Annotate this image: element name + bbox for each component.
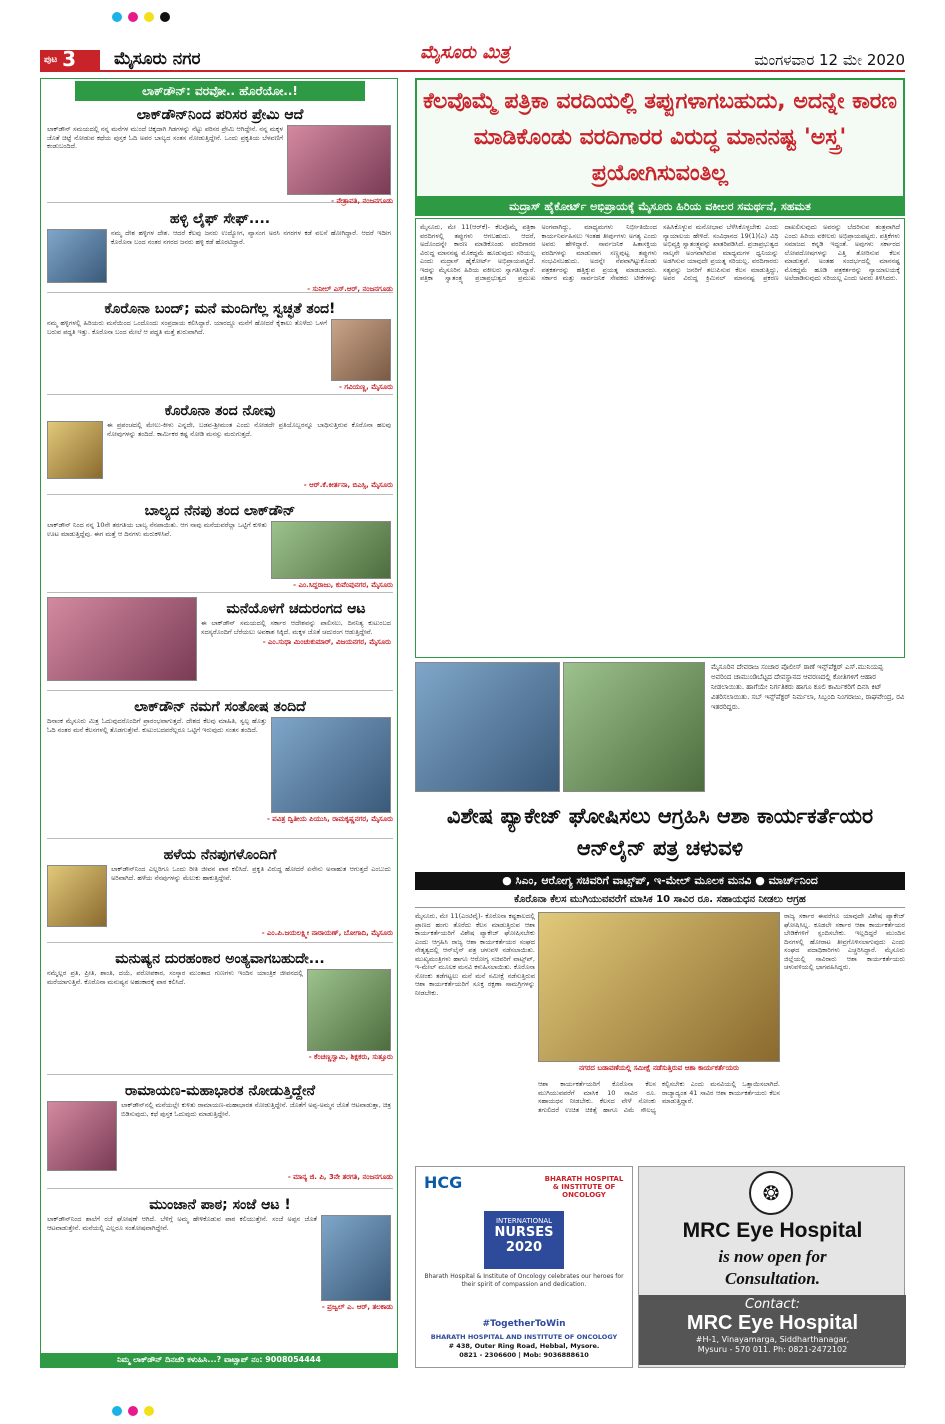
chess-photo — [47, 597, 197, 681]
asha-strip-2: ಕೊರೊನಾ ಕೆಲಸ ಮುಗಿಯುವವರೆಗೆ ಮಾಸಿಕ 10 ಸಾವಿರ ರೂ. ಸಹಾಯಧನ ನೀಡಲು ಆಗ್ರಹ — [415, 892, 905, 908]
mrc-title: MRC Eye Hospital — [682, 1219, 863, 1242]
lockdown-column — [40, 78, 398, 1368]
article-body: ಲಾಕ್‌ಡೌನ್‌ನಿಂದ ಎಲ್ಲರಿಗೂ ಒಂದು ರೀತಿ ಜೀವನ ಪಾಠ ಕಲಿಸಿದೆ. ಪ್ರಕೃತಿ ವಿರುದ್ಧ ಹೋದರೆ ಏನೇನು ಅನಾಹುತ ಆಗುತ್ತದೆ ಎಂಬುದು ಅರಿವಾಗಿದೆ. ಹಳೆಯ ನೆನಪುಗಳನ್ನು ಮೆಲುಕು ಹಾಕುತ್ತಿದ್ದೇವೆ. — [111, 865, 391, 882]
article-signature: - ಕೆಂಚಣ್ಣಸ್ವಾಮಿ, ಶಿಕ್ಷಕರು, ಸುತ್ತೂರು — [308, 1053, 393, 1061]
issue-date: ಮಂಗಳವಾರ 12 ಮೇ 2020 — [754, 51, 905, 69]
article-body: ದಿನಾಂಕ ಮೈಸೂರು ಮಿತ್ರ ಓದುವುದರೊಂದಿಗೆ ಪ್ರಾರಂಭವಾಗುತ್ತದೆ. ದೇಶದ ಕೆಲವು ಮಾಹಿತಿ, ಸ್ವಲ್ಪ ಹೊತ್ತು ಓದಿ ನಂತರ ಮನೆ ಕೆಲಸಗಳಲ್ಲಿ ತೊಡಗುತ್ತೇವೆ. ಕುಟುಂಬದವರೆಲ್ಲರೂ ಒಟ್ಟಿಗೆ ಇರುವುದು ಸಂತಸ ತಂದಿದೆ. — [47, 717, 267, 734]
article-title: ಹಳ್ಳಿ ಲೈಫ್ ಸೇಫ್.... — [169, 211, 271, 227]
article — [47, 207, 393, 293]
article-body: ಈ ಲಾಕ್‌ಡೌನ್ ಸಮಯದಲ್ಲಿ ಸರ್ಕಾರ ಆದೇಶವನ್ನು ಪಾಲಿಸಲು, ದಿನನಿತ್ಯ ಕುಟುಂಬದ ಸದಸ್ಯರೊಂದಿಗೆ ಬೆರೆಯಲು ಅವಕಾಶ ಸಿಕ್ಕಿದೆ. ಮಕ್ಕಳ ಜೊತೆ ಚದುರಂಗ ಆಡುತ್ತಿದ್ದೇವೆ. — [201, 619, 391, 636]
mrc-line-1: is now open for — [718, 1247, 827, 1266]
ad-street: # 438, Outer Ring Road, Hebbal, Mysore. — [448, 1342, 600, 1350]
mrc-line-2: Consultation. — [725, 1269, 820, 1288]
asha-strip: ● ಸಿಎಂ, ಆರೋಗ್ಯ ಸಚಿವರಿಗೆ ವಾಟ್ಸ್‌ಪ್, ಇ-ಮೇಲ್ ಮೂಲಕ ಮನವಿ ● ಮಾರ್ಚ್‌ನಿಂದ — [415, 872, 905, 890]
article-title: ಲಾಕ್‌ಡೌನ್‌ನಿಂದ ಪರಿಸರ ಪ್ರೇಮಿ ಆದೆ — [136, 107, 304, 123]
article-title: ಲಾಕ್‌ಡೌನ್ ನಮಗೆ ಸಂತೋಷ ತಂದಿದೆ — [134, 699, 306, 715]
article-body: ಈ ಪ್ರಪಂಚದಲ್ಲಿ ಮೇಲು-ಕೀಳು ಎನ್ನದೇ, ಬಡವ-ಶ್ರೀಮಂತ ಎಂದು ನೋಡದೇ ಪ್ರತಿಯೊಬ್ಬರನ್ನೂ ಬಾಧಿಸುತ್ತಿರುವ ಕೊರೊನಾ ಹಲವು ನೋವುಗಳನ್ನು ತಂದಿದೆ. ಕಾರ್ಮಿಕರ ಕಷ್ಟ ನೋಡಿ ಮನಸ್ಸು ಮರುಗುತ್ತದೆ. — [107, 421, 391, 438]
article-signature: - ಪ್ರಜ್ವಲ್ ಎ. ಆರ್, ತಲಕಾಡು — [321, 1303, 393, 1311]
column-banner: ಲಾಕ್‌ಡೌನ್: ವರವೋ.. ಹೊರೆಯೋ..! — [75, 81, 365, 101]
emblem-icon: ❂ — [749, 1171, 793, 1215]
nurses-day-badge — [484, 1211, 564, 1269]
section-title: ಮೈಸೂರು ನಗರ — [114, 49, 201, 69]
lead-subhead: ಮದ್ರಾಸ್ ಹೈಕೋರ್ಟ್ ಅಭಿಪ್ರಾಯಕ್ಕೆ ಮೈಸೂರು ಹಿರಿಯ ವಕೀಲರ ಸಮರ್ಥನೆ, ಸಹಮತ — [415, 198, 905, 216]
article-title: ಕೊರೊನಾ ಬಂದ್; ಮನೆ ಮಂದಿಗೆಲ್ಲ ಸ್ವಚ್ಛತೆ ತಂದ! — [104, 301, 336, 317]
lead-headline: ಕೆಲವೊಮ್ಮೆ ಪತ್ರಿಕಾ ವರದಿಯಲ್ಲಿ ತಪ್ಪುಗಳಾಗಬಹುದು, ಅದನ್ನೇ ಕಾರಣ ಮಾಡಿಕೊಂಡು ವರದಿಗಾರರ ವಿರುದ್ಧ ಮಾನನಷ್ಟ 'ಅಸ್ತ್ರ' ಪ್ರಯೋಗಿಸುವಂತಿಲ್ಲ — [422, 89, 898, 186]
ad-address — [424, 1333, 624, 1360]
asha-body: ಮೈಸೂರು, ಮೇ 11(ಎಂಟಿವೈ)- ಕೊರೊನಾ ಕಷ್ಟಕಾಲದಲ್ಲಿ ಪ್ರಾಣದ ಹಂಗು ತೊರೆದು ಕೆಲಸ ಮಾಡುತ್ತಿರುವ ಆಶಾ ಕಾರ್ಯಕರ್ತೆಯರಿಗೆ ವಿಶೇಷ ಪ್ಯಾಕೇಜ್ ಘೋಷಿಸಬೇಕು ಎಂದು ಆಗ್ರಹಿಸಿ ರಾಜ್ಯ ಆಶಾ ಕಾರ್ಯಕರ್ತೆಯರ ಸಂಘದ ನೇತೃತ್ವದಲ್ಲಿ ಆನ್‌ಲೈನ್ ಪತ್ರ ಚಳುವಳಿ ನಡೆಸಲಾಯಿತು. ಮುಖ್ಯಮಂತ್ರಿಗಳು ಹಾಗೂ ಆರೋಗ್ಯ ಸಚಿವರಿಗೆ ವಾಟ್ಸ್‌ಪ್, ಇ-ಮೇಲ್ ಮೂಲಕ ಮನವಿ ಕಳುಹಿಸಲಾಯಿತು. ಕೊರೊನಾ ಸೋಂಕು ತಡೆಗಟ್ಟಲು ಮನೆ ಮನೆ ಸಮೀಕ್ಷೆ ನಡೆಸುತ್ತಿರುವ ಆಶಾ ಕಾರ್ಯಕರ್ತೆಯರಿಗೆ ಸೂಕ್ತ ರಕ್ಷಣಾ ಸಾಮಗ್ರಿಗಳನ್ನು ನೀಡಬೇಕು. — [415, 912, 535, 997]
article — [47, 499, 393, 593]
ad-hospital-name: BHARATH HOSPITAL AND INSTITUTE OF ONCOLOGY — [430, 1333, 618, 1341]
article-signature: - ಮಾನ್ಯ ಜಿ. ಪಿ, 3ನೇ ತರಗತಿ, ನಂಜನಗೂಡು — [287, 1173, 393, 1181]
registration-mark — [112, 12, 122, 22]
monkey-feeding-photo — [563, 662, 705, 792]
article-body: ಲಾಕ್‌ಡೌನ್‌ನಲ್ಲಿ ಮನೆಯಲ್ಲೇ ಕುಳಿತು ರಾಮಾಯಣ-ಮಹಾಭಾರತ ನೋಡುತ್ತಿದ್ದೇನೆ. ಜೊತೆಗೆ ಅಪ್ಪ-ಅಮ್ಮನ ಜೊತೆ ಆಟವಾಡುತ್ತಾ, ಚಿತ್ರ ಬಿಡಿಸುವುದು, ಕಥೆ ಪುಸ್ತಕ ಓದುವುದು ಮಾಡುತ್ತಿದ್ದೇನೆ. — [121, 1101, 391, 1118]
article-signature: - ಎಂ.ಪಿ.ಜಯಲಕ್ಷ್ಮೀ ನಾರಾಯಣ್, ಬೋಗಾದಿ, ಮೈಸೂರು — [261, 929, 393, 937]
ad-text: Bharath Hospital & Institute of Oncology celebrates our heroes for their spirit of compassion and dedication. — [424, 1273, 624, 1288]
asha-headline: ವಿಶೇಷ ಪ್ಯಾಕೇಜ್ ಘೋಷಿಸಲು ಆಗ್ರಹಿಸಿ ಆಶಾ ಕಾರ್ಯಕರ್ತೆಯರ ಆನ್‌ಲೈನ್ ಪತ್ರ ಚಳುವಳಿ — [446, 804, 874, 860]
masthead: ಮೈಸೂರು ಮಿತ್ರ — [420, 42, 510, 63]
asha-body: ಆಶಾ ಕಾರ್ಯಕರ್ತೆಯರಿಗೆ ಕೊರೊನಾ ಕೆಲಸ ಮುಗಿಯುವವರೆಗೆ ಮಾಸಿಕ 10 ಸಾವಿರ ರೂ. ಸಹಾಯಧನ ನೀಡಬೇಕು. ಕೆಲಸದ ವೇಳೆ ಸೋಂಕು ತಗುಲಿದರೆ ಉಚಿತ ಚಿಕಿತ್ಸೆ ಹಾಗೂ ವಿಮೆ ಸೌಲಭ್ಯ ಕಲ್ಪಿಸಬೇಕು ಎಂದು ಮನವಿಯಲ್ಲಿ ಒತ್ತಾಯಿಸಲಾಗಿದೆ. ರಾಜ್ಯಾದ್ಯಂತ 41 ಸಾವಿರ ಆಶಾ ಕಾರ್ಯಕರ್ತೆಯರು ಕೆಲಸ ಮಾಡುತ್ತಿದ್ದಾರೆ. — [538, 1080, 780, 1114]
article-body: ನಮ್ಮ ಹಳ್ಳಿಗಳಲ್ಲಿ ಹಿರಿಯರು ಮನೆಯಿಂದ ಒಂದೊಂದು ಸಂಪ್ರದಾಯ ಕಲಿಸಿದ್ದಾರೆ. ಯಾರದ್ದೂ ಮನೆಗೆ ಹೋದರೆ ಕೈಕಾಲು ತೊಳೆದು ಒಳಗೆ ಬರುವ ಪದ್ಧತಿ ಇತ್ತು. ಕೊರೊನಾ ಬಂದ ಮೇಲೆ ಆ ಪದ್ಧತಿ ಮತ್ತೆ ಶುರುವಾಗಿದೆ. — [47, 319, 327, 336]
article-title: ರಾಮಾಯಣ-ಮಹಾಭಾರತ ನೋಡುತ್ತಿದ್ದೇನೆ — [124, 1083, 316, 1099]
author-photo — [307, 969, 391, 1051]
bharath-logo: BHARATH HOSPITAL & INSTITUTE OF ONCOLOGY — [544, 1175, 624, 1199]
article — [47, 103, 393, 203]
hcg-logo: HCG — [424, 1173, 463, 1192]
author-photo — [271, 521, 391, 579]
registration-mark — [144, 12, 154, 22]
article — [47, 695, 393, 839]
registration-mark — [160, 12, 170, 22]
ad-hashtag: #TogetherToWin — [482, 1319, 566, 1329]
author-photo — [47, 865, 107, 927]
family-photo — [271, 717, 391, 813]
page-number-badge — [40, 47, 100, 71]
article-signature: - ಪವಿತ್ರ ದ್ವಿತೀಯ ಪಿಯುಸಿ, ರಾಮಕೃಷ್ಣನಗರ, ಮೈಸೂರು — [266, 815, 393, 823]
article-body: ಲಾಕ್‌ಡೌನ್ ಸಮಯದಲ್ಲಿ ನನ್ನ ಮನೆಗಳ ಮುಂದೆ ಚಿಕ್ಕದಾಗಿ ಗಿಡಗಳನ್ನು ನೆಟ್ಟು ಪರಿಸರ ಪ್ರೇಮಿ ಆಗಿದ್ದೇನೆ. ನನ್ನ ಮಕ್ಕಳ ಜೊತೆ ಚಿಟ್ಟೆ ನೋಡುವ ಕಥೆಯ ಪುಸ್ತಕ ಓದಿ ಅವರ ಬಾಲ್ಯದ ಸಂತಸ ನೋಡುತ್ತಿದ್ದೇನೆ. ಒಂದು ಪ್ರಕೃತಿಯ ಬೆಳವಣಿಗೆ ಕಂಡುಬಂದಿದೆ. — [47, 125, 283, 150]
article-body: ಲಾಕ್‌ಡೌನ್ ನಿಂದ ನನ್ನ 10ನೇ ತರಗತಿಯ ಬಾಲ್ಯ ನೆನಪಾಯಿತು. ಆಗ ನಾವು ಮನೆಯವರೆಲ್ಲಾ ಒಟ್ಟಿಗೆ ಕುಳಿತು ಊಟ ಮಾಡುತ್ತಿದ್ದೆವು. ಈಗ ಮತ್ತೆ ಆ ದಿನಗಳು ಮರುಕಳಿಸಿವೆ. — [47, 521, 267, 538]
page-prefix: ಪುಟ — [44, 55, 58, 65]
asha-body: ರಾಜ್ಯ ಸರ್ಕಾರ ಈವರೆಗೂ ಯಾವುದೇ ವಿಶೇಷ ಪ್ಯಾಕೇಜ್ ಘೋಷಿಸಿಲ್ಲ. ಕೂಡಲೇ ಸರ್ಕಾರ ಆಶಾ ಕಾರ್ಯಕರ್ತೆಯರ ಬೇಡಿಕೆಗಳಿಗೆ ಸ್ಪಂದಿಸಬೇಕು. ಇಲ್ಲದಿದ್ದರೆ ಮುಂದಿನ ದಿನಗಳಲ್ಲಿ ಹೋರಾಟ ತೀವ್ರಗೊಳಿಸಲಾಗುವುದು ಎಂದು ಸಂಘದ ಪದಾಧಿಕಾರಿಗಳು ಎಚ್ಚರಿಸಿದ್ದಾರೆ. ಮೈಸೂರು ಜಿಲ್ಲೆಯಲ್ಲಿ ಸಾವಿರಾರು ಆಶಾ ಕಾರ್ಯಕರ್ತೆಯರು ಚಳುವಳಿಯಲ್ಲಿ ಭಾಗವಹಿಸಿದ್ದರು. — [784, 912, 905, 971]
article-title: ಮನೆಯೊಳಗೆ ಚದುರಂಗದ ಆಟ — [226, 601, 366, 617]
article — [47, 843, 393, 943]
article-signature: - ಎಂ.ಸುಧಾ ಮಿಂಚುಕುಮಾರ್, ವಿಜಯನಗರ, ಮೈಸೂರು — [262, 638, 391, 646]
badge-main: NURSES — [494, 1225, 554, 1240]
page-header — [40, 42, 905, 72]
ad-phone: 0821 - 2306600 | Mob: 9036888610 — [459, 1351, 589, 1359]
article-signature: - ಎಂ.ಸಿದ್ದರಾಜು, ಕುವೆಂಪುನಗರ, ಮೈಸೂರು — [293, 581, 393, 589]
article-title: ಮನುಷ್ಯನ ದುರಹಂಕಾರ ಅಂತ್ಯವಾಗಬಹುದೇ... — [115, 951, 325, 967]
photo-caption: ಮೈಸೂರಿನ ದೇವರಾಜ ಸಂಚಾರ ಪೊಲೀಸ್ ಠಾಣೆ ಇನ್ಸ್‌ಪೆಕ್ಟರ್ ಎಸ್.ಮುನಿಯಪ್ಪ ಅವರಿಂದ ಚಾಮುಂಡಿಬೆಟ್ಟದ ದೇವಸ್ಥಾನದ ಆವರಣದಲ್ಲಿ ಕೋತಿಗಳಿಗೆ ಆಹಾರ ನೀಡಲಾಯಿತು. ಹಾಗೆಯೇ ನಿರ್ಗತಿಕರು ಹಾಗೂ ಕೂಲಿ ಕಾರ್ಮಿಕರಿಗೆ ದಿನಸಿ ಕಿಟ್ ವಿತರಿಸಲಾಯಿತು. ಸಬ್ ಇನ್ಸ್‌ಪೆಕ್ಟರ್ ನಿರ್ಮಲಾ, ಸಿಬ್ಬಂದಿ ನಿಂಗರಾಜು, ರಾಘವೇಂದ್ರ, ರವಿ ಇತರರಿದ್ದರು. — [711, 663, 905, 711]
page-number: 3 — [62, 47, 76, 71]
article — [47, 597, 393, 691]
relief-photo — [415, 662, 560, 792]
badge-top: INTERNATIONAL — [495, 1217, 553, 1225]
author-photo — [47, 421, 103, 479]
author-photo — [47, 229, 107, 283]
article-body: ಲಾಕ್‌ಡೌನ್‌ನಿಂದ ಶಾಲೆಗೆ ರಜೆ ಘೋಷಣೆ ಆಗಿದೆ. ಬೆಳಿಗ್ಗೆ ಅಮ್ಮ ಹೇಳಿಕೊಡುವ ಪಾಠ ಕಲಿಯುತ್ತೇನೆ. ಸಂಜೆ ಅಪ್ಪನ ಜೊತೆ ಆಟವಾಡುತ್ತೇನೆ. ಮನೆಯಲ್ಲಿ ಎಲ್ಲರೂ ಸಂತೋಷವಾಗಿದ್ದೇವೆ. — [47, 1215, 317, 1232]
registration-mark — [144, 1406, 154, 1416]
article-body: ನಮ್ಮ ದೇಶ ಹಳ್ಳಿಗಳ ದೇಶ. ಆದರೆ ಕೆಲವು ಜನರು ಉದ್ಯೋಗ, ವ್ಯಾಸಂಗ ಅರಸಿ ನಗರಗಳ ಕಡೆ ವಲಸೆ ಹೋಗಿದ್ದಾರೆ. ಆದರೆ ಇದೀಗ ಕೊರೊನಾ ಬಂದ ನಂತರ ನಗರದ ಜನರು ಹಳ್ಳಿ ಕಡೆ ಹೊರಟಿದ್ದಾರೆ. — [111, 229, 391, 246]
mrc-address: #H-1, Vinayamarga, Siddharthanagar, — [695, 1335, 850, 1344]
asha-photo-caption: ನಗರದ ಬಡಾವಣೆಯಲ್ಲಿ ಸಮೀಕ್ಷೆ ನಡೆಸುತ್ತಿರುವ ಆಶಾ ಕಾರ್ಯಕರ್ತೆಯರು — [578, 1064, 740, 1072]
lead-headline-box — [415, 78, 905, 198]
author-photo — [47, 1101, 117, 1171]
hcg-advertisement — [415, 1166, 633, 1368]
news-photo-row — [415, 662, 905, 792]
article — [47, 1193, 393, 1349]
article — [47, 1079, 393, 1189]
article-title: ಕೊರೊನಾ ತಂದ ನೋವು — [164, 403, 276, 419]
lead-body: ಮೈಸೂರು, ಮೇ 11(ಆರ್‌ಕೆ)- ಕೆಲವೊಮ್ಮೆ ಪತ್ರಿಕಾ ವರದಿಗಳಲ್ಲಿ ತಪ್ಪುಗಳು ಆಗಬಹುದು. ಆದರೆ, ಅದೊಂದನ್ನೇ ಕಾರಣ ಮಾಡಿಕೊಂಡು ವರದಿಗಾರರ ವಿರುದ್ಧ ಮಾನನಷ್ಟ ಮೊಕದ್ದಮೆ ಹೂಡುವುದು ಸರಿಯಲ್ಲ ಎಂದು ಮದ್ರಾಸ್ ಹೈಕೋರ್ಟ್ ಅಭಿಪ್ರಾಯಪಟ್ಟಿದೆ. ಇದನ್ನು ಮೈಸೂರಿನ ಹಿರಿಯ ವಕೀಲರು ಸ್ವಾಗತಿಸಿದ್ದಾರೆ. ಪತ್ರಿಕಾ ಸ್ವಾತಂತ್ರ್ಯ ಪ್ರಜಾಪ್ರಭುತ್ವದ ಪ್ರಮುಖ ಅಂಗವಾಗಿದ್ದು, ಮಾಧ್ಯಮಗಳು ನಿರ್ಭೀತಿಯಿಂದ ಕಾರ್ಯನಿರ್ವಹಿಸಲು ಇಂತಹ ತೀರ್ಪುಗಳು ಅಗತ್ಯ ಎಂದು ಅವರು ಹೇಳಿದ್ದಾರೆ. ಸಾರ್ವಜನಿಕ ಹಿತಾಸಕ್ತಿಯ ವರದಿಗಳನ್ನು ಮಾಡುವಾಗ ಸಣ್ಣಪುಟ್ಟ ತಪ್ಪುಗಳು ಸಂಭವಿಸಬಹುದು. ಅದನ್ನೇ ನೆಪವಾಗಿಟ್ಟುಕೊಂಡು ಪತ್ರಕರ್ತರನ್ನು ಹತ್ತಿಕ್ಕುವ ಪ್ರಯತ್ನ ಮಾಡಬಾರದು. ಸರ್ಕಾರ ಮತ್ತು ಸಾರ್ವಜನಿಕ ಸೇವಕರು ಟೀಕೆಗಳನ್ನು ಸಹಿಸಿಕೊಳ್ಳುವ ಮನೋಭಾವ ಬೆಳೆಸಿಕೊಳ್ಳಬೇಕು ಎಂದು ನ್ಯಾಯಾಲಯ ಹೇಳಿದೆ. ಸಂವಿಧಾನದ 19(1)(ಎ) ವಿಧಿ ಅಭಿವ್ಯಕ್ತಿ ಸ್ವಾತಂತ್ರ್ಯವನ್ನು ಖಾತರಿಪಡಿಸಿದೆ. ಪ್ರಜಾಪ್ರಭುತ್ವದ ನಾಲ್ಕನೇ ಅಂಗವಾಗಿರುವ ಮಾಧ್ಯಮಗಳ ಧ್ವನಿಯನ್ನು ಅಡಗಿಸುವ ಯಾವುದೇ ಪ್ರಯತ್ನ ಸರಿಯಲ್ಲ. ವರದಿಗಾರರು ಸತ್ಯವನ್ನು ಜನರಿಗೆ ತಲುಪಿಸುವ ಕೆಲಸ ಮಾಡುತ್ತಿದ್ದು, ಅವರ ವಿರುದ್ಧ ಕ್ರಿಮಿನಲ್ ಮಾನನಷ್ಟ ಪ್ರಕರಣ ದಾಖಲಿಸುವುದು ಅವರನ್ನು ಬೆದರಿಸುವ ತಂತ್ರವಾಗಿದೆ ಎಂದು ಹಿರಿಯ ವಕೀಲರು ಅಭಿಪ್ರಾಯಪಟ್ಟರು. ಪತ್ರಿಕೆಗಳು ಸಮಾಜದ ಕನ್ನಡಿ ಇದ್ದಂತೆ. ಅವುಗಳು ಸರ್ಕಾರದ ಲೋಪದೋಷಗಳನ್ನು ಎತ್ತಿ ತೋರಿಸುವ ಕೆಲಸ ಮಾಡುತ್ತವೆ. ಅಂತಹ ಸಂದರ್ಭದಲ್ಲಿ ಮಾನನಷ್ಟ ಮೊಕದ್ದಮೆ ಹೂಡಿ ಪತ್ರಕರ್ತರನ್ನು ನ್ಯಾಯಾಲಯಕ್ಕೆ ಅಲೆದಾಡಿಸುವುದು ಸರಿಯಲ್ಲ ಎಂದು ಅವರು ತಿಳಿಸಿದರು. — [415, 218, 905, 658]
article-body: ನಮ್ಮೆಲ್ಲರ ಪ್ರತಿ, ಪ್ರೀತಿ, ಶಾಂತಿ, ದಯೆ, ಪರೋಪಕಾರ, ಸಂಸ್ಕಾರ ಮುಂತಾದ ಗುಣಗಳು ಇಂದಿನ ಯಾಂತ್ರಿಕ ಜೀವನದಲ್ಲಿ ಮರೆಯಾಗುತ್ತಿವೆ. ಕೊರೊನಾ ಮನುಷ್ಯನ ಅಹಂಕಾರಕ್ಕೆ ಪಾಠ ಕಲಿಸಿದೆ. — [47, 969, 303, 986]
article-title: ಹಳೆಯ ನೆನಪುಗಳೊಂದಿಗೆ — [163, 847, 277, 863]
registration-mark — [128, 12, 138, 22]
registration-mark — [128, 1406, 138, 1416]
author-photo — [287, 125, 391, 195]
mrc-advertisement — [638, 1166, 905, 1368]
badge-year: 2020 — [505, 1240, 543, 1255]
whatsapp-callout: ನಿಮ್ಮ ಲಾಕ್‌ಡೌನ್ ದಿನಚರಿ ಕಳುಹಿಸಿ...? ವಾಟ್ಸಾಪ್ ನಂ: 9008054444 — [41, 1353, 397, 1367]
mrc-city: Mysuru - 570 011. Ph: 0821-2472102 — [697, 1345, 848, 1354]
article — [47, 297, 393, 395]
author-photo — [321, 1215, 391, 1301]
article — [47, 947, 393, 1075]
mrc-contact-name: MRC Eye Hospital — [686, 1312, 859, 1334]
article-title: ಬಾಲ್ಯದ ನೆನಪು ತಂದ ಲಾಕ್‌ಡೌನ್ — [144, 503, 296, 519]
article-signature: - ಗವಿಯಣ್ಣ, ಮೈಸೂರು — [339, 383, 393, 391]
article-signature: - ಆರ್.ಕೆ.ಕೀರ್ತನಾ, ಬಿಎಸ್ಸಿ, ಮೈಸೂರು — [303, 481, 393, 489]
article-title: ಮುಂಜಾನೆ ಪಾಠ; ಸಂಜೆ ಆಟ ! — [149, 1197, 291, 1213]
mrc-contact-bar — [639, 1295, 906, 1365]
asha-headline-box — [415, 800, 905, 868]
article — [47, 399, 393, 495]
mrc-contact-label: Contact: — [745, 1297, 800, 1312]
asha-photo — [538, 912, 780, 1062]
article-signature: - ಸುನೀಲ್ ಎಸ್.ಆರ್, ನಂಜನಗೂಡು — [307, 285, 393, 293]
author-photo — [331, 319, 391, 381]
article-signature: - ನೇತ್ರಾವತಿ, ನಂಜನಗೂಡು — [331, 197, 393, 205]
registration-mark — [112, 1406, 122, 1416]
